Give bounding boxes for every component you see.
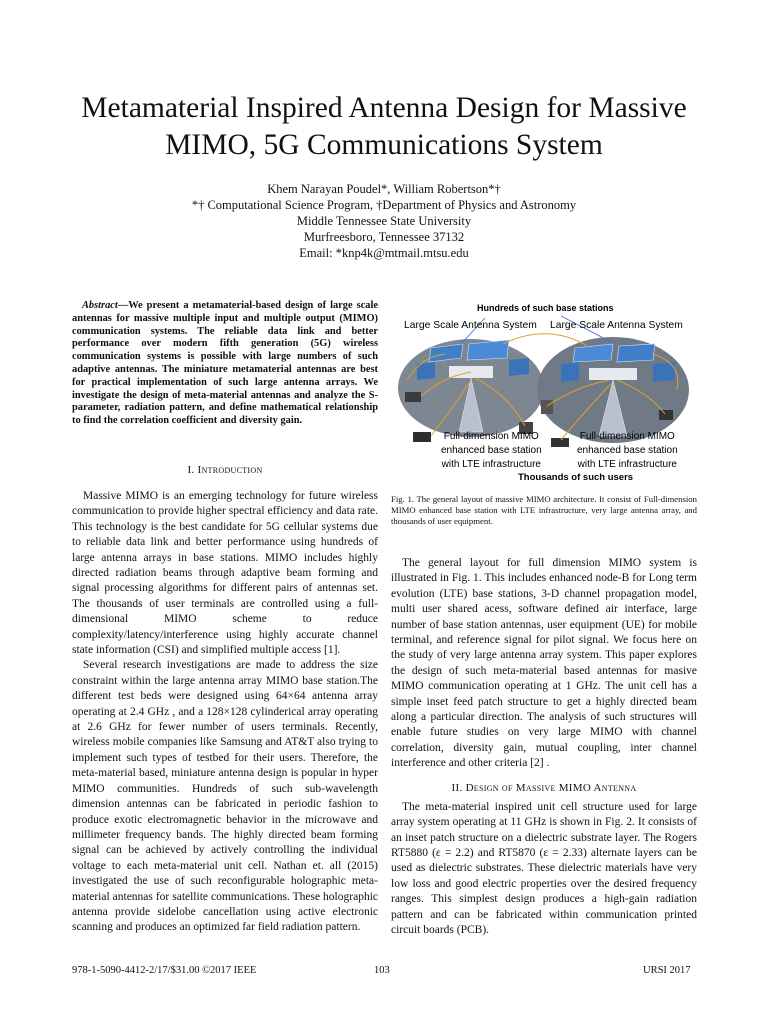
author-affiliation: *† Computational Science Program, †Department of Physics and Astronomy <box>191 198 577 212</box>
footer-page-number: 103 <box>374 965 390 976</box>
figure-label-left-bs <box>441 430 542 472</box>
paper-title <box>40 90 728 164</box>
right-paragraph-1: The general layout for full dimension MIMO system is illustrated in Fig. 1. This includes enhanced node-B for Long term evolution (LTE) base stations, 3-D channel propagation model, multi user shared acess, software defined air interface, large number of base station antennas, user equipment (UE) for mobile terminal, and reference signal for pilot signal. We focus here on the study of very large antenna array system. This paper explores the design of such meta-material based antennas for masive MIMO communication operating at 1 GHz. The unit cell has a simple inset feed patch structure to get a highly directed beam along a particular direction. The analysis of such structures will enable future studies on very large MIMO with channel correlation, diversity gain, mutual coupling, inter channel interference and other criteria [2] . <box>391 557 697 770</box>
bs-line: enhanced base station <box>577 445 678 456</box>
antenna-array-right-b <box>617 344 655 362</box>
section-number: II. <box>451 781 463 794</box>
section-title: Design of Massive MIMO Antenna <box>465 781 637 794</box>
author-block <box>100 181 668 261</box>
author-email: Email: *knp4k@mtmail.mtsu.edu <box>299 246 469 260</box>
signal-path <box>503 334 587 346</box>
title-line-1: Metamaterial Inspired Antenna Design for Massive <box>81 92 687 124</box>
left-column <box>72 300 378 936</box>
figure-label-top: Hundreds of such base stations <box>477 303 614 313</box>
section-heading-introduction <box>72 464 378 476</box>
design-paragraph-1: The meta-material inspired unit cell structure used for large array system operating at 11 GHz is shown in Fig. 2. It consists of an inset patch structure on a dielectric substrate layer. The Rogers RT5880 (ε = 2.2) and RT5870 (ε = 2.33) alternate layers can be used as dielectric substrates. These dielectric materials have very low loss and good electric properties over the desired frequency ranges. This simplest design produces a high-gain radiation pattern and can be fabricated within communication printed circuit boards (PCB). <box>391 800 697 936</box>
abstract-text: —We present a metamaterial-based design of large scale antennas for massive multiple input and multiple output (MIMO) communication systems. The reliable data link and better performance over modern fifth generation (5G) wireless communication systems is possible with large numbers of such adaptive antennas. The miniature metamaterial antennas are best for practical implementation of such large antenna arrays. We investigate the design of meta-material antennas and analyze the S-parameter, radiation pattern, and define mathematical relationship to find the correlation coefficient and diversity gain. <box>72 300 378 427</box>
section-title: Introduction <box>197 463 263 476</box>
bs-line: Full-dimension MIMO <box>579 431 675 442</box>
bs-line: Full-dimension MIMO <box>443 431 539 442</box>
user-device-2 <box>413 432 431 442</box>
intro-paragraph-2: Several research investigations are made to address the size constraint within the large antenna array MIMO base station.The different test beds were designed using 64×64 antenna array operating at 2.4 GHz , and a 128×128 cylinderical array operating at 2.6 GHz for fewer number of users terminals. Recently, wireless mobile companies like Samsung and AT&T also trying to implement such types of testbed for their users. Therefore, the meta-material based, miniature antenna design is popular in hyper MIMO communities. Hundreds of such sub-wavelength dimension antennas can be fabricated in periodic fashion to produce exotic electromagnetic behavior in the microwave and millimeter frequency bands. The highly directed beam forming signal can be achieved by actively controlling the individual voltage to each meta-material unit cell. Nathan et. all (2015) investigated the use of such reconfigurable holographic meta-material antennas for satellite communications. These holographic antenna provide sidelobe cancellation using active electronic scanning and produces an optimized far field radiation pattern. <box>72 659 378 934</box>
figure-1 <box>391 300 697 490</box>
figure-label-right-system: Large Scale Antenna System <box>550 320 683 331</box>
abstract-label: Abstract <box>82 300 118 311</box>
section-heading-design <box>391 782 697 794</box>
bs-line: enhanced base station <box>441 445 542 456</box>
figure-label-right-bs <box>577 430 678 472</box>
bs-line: with LTE infrastructure <box>577 459 677 470</box>
user-device-4 <box>551 438 569 447</box>
author-names: Khem Narayan Poudel*, William Robertson*† <box>267 182 501 196</box>
footer-conference: URSI 2017 <box>643 965 691 976</box>
author-university: Middle Tennessee State University <box>296 214 472 228</box>
bs-line: with LTE infrastructure <box>441 459 541 470</box>
figure-label-left-system: Large Scale Antenna System <box>404 320 537 331</box>
section-number: I. <box>187 463 195 476</box>
user-device-1 <box>405 392 421 402</box>
right-column <box>391 556 697 938</box>
figure-caption: Fig. 1. The general layout of massive MIMO architecture. It consist of Full-dimension MIMO enhanced base station with LTE infrastructure, very large antenna array, and thousands of user equipment. <box>391 494 697 526</box>
antenna-array-right-c <box>561 362 579 382</box>
intro-paragraph-1: Massive MIMO is an emerging technology for future wireless communication to provide higher spectral efficiency and data rate. This technology is the best candidate for 5G cellular systems due to reliable data link and better performance using hundreds of large antenna arrays in base stations. MIMO includes highly directed radiation beams through adaptive beam forming and signal processing algorithms for different pairs of antennas set. The thousands of user terminals are controlled using a full-dimensional MIMO scheme to reduce complexity/latency/interference using highly accurate channel state information (CSI) and simplified multiple access [1]. <box>72 489 378 657</box>
abstract <box>72 300 378 428</box>
user-device-5 <box>659 410 673 420</box>
user-device-6 <box>541 400 553 414</box>
figure-label-users: Thousands of such users <box>518 472 634 483</box>
footer-copyright: 978-1-5090-4412-2/17/$31.00 ©2017 IEEE <box>72 965 257 976</box>
title-line-2: MIMO, 5G Communications System <box>165 129 603 161</box>
author-city: Murfreesboro, Tennessee 37132 <box>303 230 465 244</box>
tower-right-top <box>589 368 637 380</box>
antenna-array-left-d <box>509 358 529 376</box>
